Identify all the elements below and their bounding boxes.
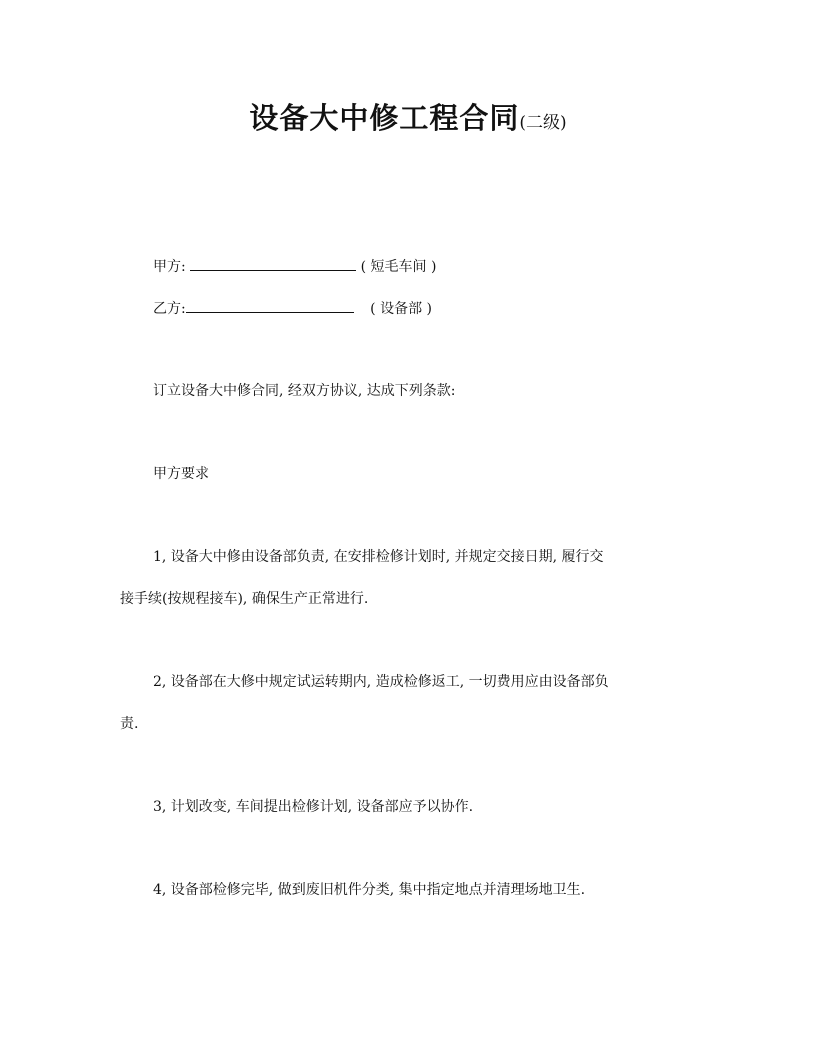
party-b-note: ( 设备部 ) <box>370 301 432 317</box>
clause-3: 3, 计划改变, 车间提出检修计划, 设备部应予以协作. <box>153 799 474 815</box>
clause-2-line-2: 责. <box>120 716 139 732</box>
party-a-row <box>153 256 436 277</box>
party-a-note: ( 短毛车间 ) <box>360 259 437 275</box>
title-main: 设备大中修工程合同 <box>249 101 520 135</box>
section-heading: 甲方要求 <box>153 466 209 482</box>
clause-1-line-1: 1, 设备大中修由设备部负责, 在安排检修计划时, 并规定交接日期, 履行交 <box>153 549 604 565</box>
clause-2-line-1: 2, 设备部在大修中规定试运转期内, 造成检修返工, 一切费用应由设备部负 <box>153 674 609 690</box>
title-level: (二级) <box>519 113 567 133</box>
party-b-blank <box>186 298 354 313</box>
party-b-label: 乙方: <box>153 301 186 317</box>
document-title <box>0 96 816 137</box>
clause-4: 4, 设备部检修完毕, 做到废旧机件分类, 集中指定地点并清理场地卫生. <box>153 882 586 898</box>
clause-1-line-2: 接手续(按规程接车), 确保生产正常进行. <box>120 591 369 607</box>
party-a-label: 甲方: <box>153 259 186 275</box>
party-b-row <box>153 298 432 319</box>
party-a-blank <box>190 256 356 271</box>
intro-text: 订立设备大中修合同, 经双方协议, 达成下列条款: <box>153 383 456 399</box>
